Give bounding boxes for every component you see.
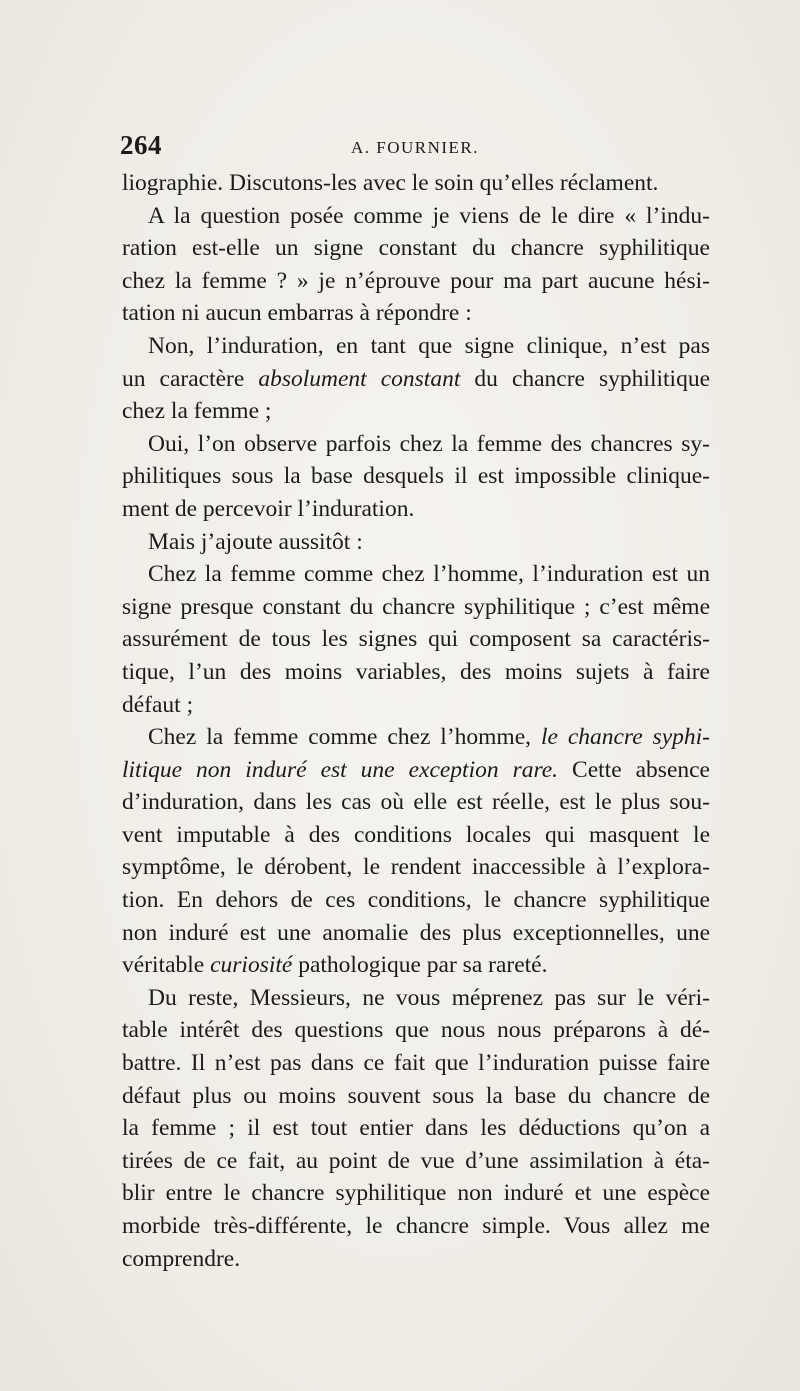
text-line [122,363,710,396]
text-run: défaut plus ou moins souvent sous la base du chancre de [122,1082,710,1109]
text-line [122,558,710,591]
text-line [122,786,710,819]
text-run: A la question posée comme je viens de le dire « l’indu- [148,202,710,229]
text-line [122,167,710,200]
body-text [122,167,710,1275]
text-run: un caractère [122,365,259,392]
text-run: Oui, l’on observe parfois chez la femme des chancres sy- [148,430,710,457]
text-run: blir entre le chancre syphilitique non induré et une espèce [122,1180,710,1207]
paragraph [122,428,710,526]
running-head: A. FOURNIER. [350,138,480,157]
text-run: ment de percevoir l’induration. [122,495,415,522]
text-line [122,493,710,526]
text-line [122,949,710,982]
text-line [122,297,710,330]
text-run: tirées de ce fait, au point de vue d’une assimilation à éta- [122,1147,710,1174]
text-line [122,1177,710,1210]
paragraph [122,200,710,330]
paragraph [122,330,710,428]
italic-text: le chancre syphi- [540,724,710,751]
text-run: non induré est une anomalie des plus exceptionnelles, une [122,919,710,946]
text-run: chez la femme ; [122,398,272,425]
text-run: Non, l’induration, en tant que signe clinique, n’est pas [148,332,710,359]
text-run: morbide très-différente, le chancre simple. Vous allez me [122,1213,710,1239]
text-run: Chez la femme comme chez l’homme, [148,724,541,751]
text-line [122,265,710,298]
text-line [122,851,710,884]
text-line [122,395,710,428]
text-run: ration est-elle un signe constant du chancre syphilitique [122,235,710,262]
text-line [122,721,710,754]
paragraph [122,558,710,721]
text-line [122,1243,710,1276]
page-header [120,130,710,164]
text-line [122,428,710,461]
text-line [122,1080,710,1113]
text-run: défaut ; [122,691,194,718]
text-line [122,526,710,559]
text-line [122,330,710,363]
italic-text: litique non induré est une exception rare. [122,756,559,783]
text-line [122,1047,710,1080]
text-line [122,754,710,787]
text-run: vent imputable à des conditions locales qui masquent le [122,821,710,848]
text-run: véritable [122,952,211,979]
text-run: table intérêt des questions que nous nous préparons à dé- [122,1017,710,1044]
paragraph [122,721,710,982]
text-line [122,591,710,624]
text-run: signe presque constant du chancre syphilitique ; c’est même [122,593,710,620]
text-run: Mais j’ajoute aussitôt : [148,528,363,555]
text-line [122,623,710,656]
text-line [122,656,710,689]
text-run: du chancre syphilitique [460,365,710,392]
text-run: symptôme, le dérobent, le rendent inaccessible à l’explora- [122,854,710,881]
text-line [122,232,710,265]
text-run: la femme ; il est tout entier dans les déductions qu’on a [122,1115,710,1142]
italic-text: curiosité [210,952,293,979]
text-run: tion. En dehors de ces conditions, le chancre syphilitique [122,887,710,914]
text-line [122,884,710,917]
text-line [122,200,710,233]
text-run: philitiques sous la base desquels il est impossible clinique- [122,463,710,490]
text-run: d’induration, dans les cas où elle est réelle, est le plus sou- [122,789,710,816]
text-run: assurément de tous les signes qui composent sa caractéris- [122,626,710,653]
text-run: pathologique par sa rareté. [292,952,548,979]
text-run: chez la femme ? » je n’éprouve pour ma part aucune hési- [122,267,710,294]
paragraph [122,167,710,200]
paragraph [122,526,710,559]
text-run: comprendre. [122,1245,241,1272]
text-line [122,1112,710,1145]
text-run: Du reste, Messieurs, ne vous méprenez pas sur le véri- [148,984,710,1011]
text-line [122,460,710,493]
text-run: tique, l’un des moins variables, des moins sujets à faire [122,658,710,685]
text-line [122,819,710,852]
text-run: tation ni aucun embarras à répondre : [122,300,472,327]
paragraph [122,982,710,1275]
text-run: battre. Il n’est pas dans ce fait que l’induration puisse faire [122,1050,710,1077]
text-line [122,1014,710,1047]
text-run: Chez la femme comme chez l’homme, l’induration est un [148,561,710,588]
page-number: 264 [120,130,162,160]
text-run: Cette absence [558,756,710,783]
text-line [122,917,710,950]
text-line [122,1210,710,1243]
italic-text: absolument constant [258,365,461,392]
text-line [122,982,710,1015]
text-line [122,1145,710,1178]
text-run: liographie. Discutons-les avec le soin qu’elles réclament. [122,170,659,196]
text-line [122,689,710,722]
